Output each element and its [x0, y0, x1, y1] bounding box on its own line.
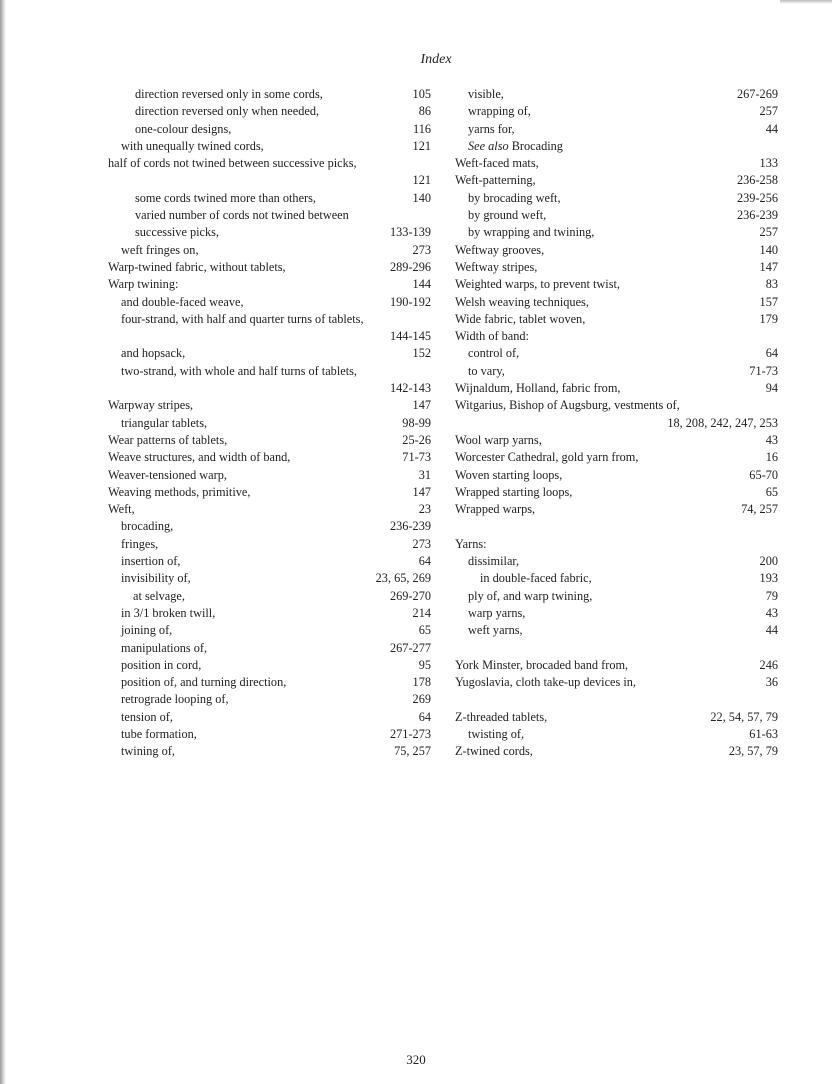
index-term: one-colour designs, — [135, 121, 232, 136]
index-term: Weft, — [108, 502, 135, 517]
index-pages: 152 — [412, 346, 431, 361]
index-entry — [455, 432, 778, 449]
index-entry — [108, 449, 431, 466]
index-term: Weaver-tensioned warp, — [108, 467, 227, 482]
index-pages: 257 — [759, 104, 778, 119]
index-entry — [455, 345, 778, 362]
index-entry — [455, 570, 778, 587]
index-entry — [455, 484, 778, 501]
index-entry — [455, 207, 778, 224]
index-term: Warp twining: — [108, 277, 179, 292]
index-term: four-strand, with half and quarter turns of tablets, — [121, 311, 364, 326]
index-entry — [455, 172, 778, 189]
index-term: control of, — [468, 346, 520, 361]
index-pages: 273 — [412, 242, 431, 257]
index-entry — [108, 484, 431, 501]
index-entry — [455, 190, 778, 207]
index-pages: 65 — [418, 623, 431, 638]
index-pages: 140 — [412, 190, 431, 205]
index-entry — [108, 709, 431, 726]
index-term: Weft-patterning, — [455, 173, 536, 188]
index-term: Wijnaldum, Holland, fabric from, — [455, 381, 621, 396]
index-pages: 64 — [765, 346, 778, 361]
index-term: Warp-twined fabric, without tablets, — [108, 259, 286, 274]
index-pages: 179 — [759, 311, 778, 326]
index-pages: 142-143 — [390, 381, 431, 396]
index-entry — [455, 743, 778, 760]
index-entry — [455, 294, 778, 311]
index-entry — [108, 380, 431, 397]
index-pages: 98-99 — [402, 415, 431, 430]
index-term: Worcester Cathedral, gold yarn from, — [455, 450, 639, 465]
index-entry — [108, 622, 431, 639]
index-entry — [108, 743, 431, 760]
index-term: Wide fabric, tablet woven, — [455, 311, 586, 326]
index-entry — [455, 363, 778, 380]
index-pages: 190-192 — [390, 294, 431, 309]
index-spacer — [455, 518, 778, 535]
index-pages: 23 — [418, 502, 431, 517]
index-entry — [455, 103, 778, 120]
index-pages: 257 — [759, 225, 778, 240]
index-entry — [108, 605, 431, 622]
index-pages: 121 — [412, 138, 431, 153]
index-entry — [455, 657, 778, 674]
index-term: Wear patterns of tablets, — [108, 432, 228, 447]
index-term: Warpway stripes, — [108, 398, 194, 413]
index-term: Weft-faced mats, — [455, 156, 539, 171]
index-entry — [108, 259, 431, 276]
index-pages: 267-269 — [737, 87, 778, 101]
index-entry — [108, 155, 431, 172]
index-entry — [455, 155, 778, 172]
scan-corner-shadow — [780, 0, 832, 4]
index-pages: 16 — [765, 450, 778, 465]
index-pages: 71-73 — [749, 363, 778, 378]
index-pages: 64 — [418, 709, 431, 724]
index-entry — [455, 536, 778, 553]
index-entry — [455, 328, 778, 345]
index-term: successive picks, — [135, 225, 220, 240]
index-term: two-strand, with whole and half turns of tablets, — [121, 363, 357, 378]
page-number: 320 — [406, 1052, 426, 1067]
index-pages: 239-256 — [737, 190, 778, 205]
index-term: fringes, — [121, 536, 159, 551]
index-entry — [108, 588, 431, 605]
index-entry — [108, 536, 431, 553]
index-pages: 95 — [418, 657, 431, 672]
index-term: Width of band: — [455, 329, 529, 344]
index-column-left — [108, 86, 431, 761]
index-entry — [108, 363, 431, 380]
index-entry — [108, 691, 431, 708]
index-entry — [108, 397, 431, 414]
index-pages: 236-258 — [737, 173, 778, 188]
index-pages: 43 — [765, 605, 778, 620]
index-entry — [108, 726, 431, 743]
index-term: varied number of cords not twined between — [135, 208, 349, 223]
index-entry — [455, 380, 778, 397]
index-pages: 140 — [759, 242, 778, 257]
index-pages: 269-270 — [390, 588, 431, 603]
index-entry — [108, 501, 431, 518]
index-pages: 236-239 — [390, 519, 431, 534]
index-entry — [455, 726, 778, 743]
index-entry — [108, 294, 431, 311]
index-entry — [108, 570, 431, 587]
index-pages: 147 — [412, 398, 431, 413]
index-term: position in cord, — [121, 657, 202, 672]
index-entry — [108, 328, 431, 345]
index-pages: 178 — [412, 675, 431, 690]
index-pages: 44 — [765, 623, 778, 638]
index-entry — [455, 242, 778, 259]
index-entry — [455, 259, 778, 276]
index-pages: 18, 208, 242, 247, 253 — [667, 415, 778, 430]
index-term: Z-threaded tablets, — [455, 709, 548, 724]
index-pages: 157 — [759, 294, 778, 309]
index-entry — [455, 588, 778, 605]
index-pages: 74, 257 — [741, 502, 778, 517]
index-pages: 79 — [765, 588, 778, 603]
index-term: by wrapping and twining, — [468, 225, 595, 240]
index-term: yarns for, — [468, 121, 515, 136]
index-pages: 83 — [765, 277, 778, 292]
index-term: ply of, and warp twining, — [468, 588, 593, 603]
index-pages: 44 — [765, 121, 778, 136]
index-entry — [108, 121, 431, 138]
index-entry — [108, 674, 431, 691]
index-entry — [108, 467, 431, 484]
index-term: triangular tablets, — [121, 415, 208, 430]
index-term: brocading, — [121, 519, 174, 534]
index-entry — [455, 709, 778, 726]
index-term: Weave structures, and width of band, — [108, 450, 291, 465]
index-term: visible, — [468, 87, 504, 101]
index-entry — [455, 501, 778, 518]
index-entry — [108, 657, 431, 674]
index-pages: 133-139 — [390, 225, 431, 240]
index-pages: 71-73 — [402, 450, 431, 465]
index-term: Yarns: — [455, 536, 487, 551]
index-entry — [455, 449, 778, 466]
index-pages: 193 — [759, 571, 778, 586]
index-term: direction reversed only in some cords, — [135, 87, 323, 101]
index-entry — [455, 622, 778, 639]
page-header: Index — [420, 52, 452, 67]
index-pages: 65-70 — [749, 467, 778, 482]
index-term: in 3/1 broken twill, — [121, 605, 216, 620]
index-entry — [108, 138, 431, 155]
index-term: insertion of, — [121, 554, 181, 569]
index-term: manipulations of, — [121, 640, 208, 655]
index-entry — [455, 224, 778, 241]
index-term: Weighted warps, to prevent twist, — [455, 277, 620, 292]
index-pages: 267-277 — [390, 640, 431, 655]
index-pages: 43 — [765, 432, 778, 447]
index-term: by ground weft, — [468, 208, 547, 223]
index-term: Woven starting loops, — [455, 467, 563, 482]
index-term: invisibility of, — [121, 571, 191, 586]
index-pages: 271-273 — [390, 726, 431, 741]
index-pages: 121 — [412, 173, 431, 188]
index-term: Weftway grooves, — [455, 242, 545, 257]
scan-edge-shadow — [0, 0, 6, 1084]
index-entry — [108, 345, 431, 362]
index-entry — [108, 311, 431, 328]
index-term: wrapping of, — [468, 104, 531, 119]
index-term: tension of, — [121, 709, 173, 724]
index-term: twining of, — [121, 744, 175, 759]
index-term: weft fringes on, — [121, 242, 199, 257]
index-entry — [108, 518, 431, 535]
index-pages: 214 — [412, 605, 431, 620]
index-entry — [455, 415, 778, 432]
index-pages: 64 — [418, 554, 431, 569]
index-term: warp yarns, — [468, 605, 526, 620]
index-term: with unequally twined cords, — [121, 138, 264, 153]
index-term: by brocading weft, — [468, 190, 561, 205]
index-pages: 147 — [412, 484, 431, 499]
index-term: twisting of, — [468, 726, 525, 741]
index-term: to vary, — [468, 363, 505, 378]
index-entry — [108, 242, 431, 259]
index-pages: 246 — [759, 657, 778, 672]
index-column-right — [455, 86, 778, 761]
index-term: Wool warp yarns, — [455, 432, 542, 447]
index-term: half of cords not twined between successive picks, — [108, 156, 357, 171]
index-term: weft yarns, — [468, 623, 523, 638]
index-pages: 269 — [412, 692, 431, 707]
index-pages: 273 — [412, 536, 431, 551]
see-also-label: See also — [468, 138, 509, 153]
index-spacer — [455, 691, 778, 708]
index-term: dissimilar, — [468, 554, 520, 569]
index-pages: 105 — [412, 87, 431, 101]
index-term: retrograde looping of, — [121, 692, 229, 707]
index-entry — [108, 103, 431, 120]
index-pages: 236-239 — [737, 208, 778, 223]
index-term: and hopsack, — [121, 346, 186, 361]
index-entry — [455, 605, 778, 622]
index-term: in double-faced fabric, — [480, 571, 592, 586]
index-term: joining of, — [121, 623, 173, 638]
index-term: Weftway stripes, — [455, 259, 538, 274]
index-entry — [108, 86, 431, 103]
index-term: York Minster, brocaded band from, — [455, 657, 629, 672]
index-entry — [108, 224, 431, 241]
index-term: at selvage, — [133, 588, 185, 603]
index-pages: 36 — [765, 675, 778, 690]
index-entry — [108, 553, 431, 570]
index-pages: 23, 65, 269 — [375, 571, 431, 586]
index-spacer — [455, 640, 778, 657]
index-pages: 144 — [412, 277, 431, 292]
index-pages: 23, 57, 79 — [728, 744, 778, 759]
index-entry — [108, 190, 431, 207]
index-entry — [108, 640, 431, 657]
see-also-target: Brocading — [508, 138, 563, 153]
index-pages: 65 — [765, 484, 778, 499]
index-pages: 147 — [759, 259, 778, 274]
index-entry — [455, 86, 778, 103]
index-term: Welsh weaving techniques, — [455, 294, 589, 309]
index-pages: 86 — [418, 104, 431, 119]
index-term: Witgarius, Bishop of Augsburg, vestments of, — [455, 398, 680, 413]
index-pages: 25-26 — [402, 432, 431, 447]
index-term: Wrapped starting loops, — [455, 484, 573, 499]
index-entry — [108, 172, 431, 189]
index-term: Yugoslavia, cloth take-up devices in, — [455, 675, 636, 690]
index-entry — [108, 207, 431, 224]
index-entry — [108, 415, 431, 432]
index-entry — [108, 432, 431, 449]
index-entry — [455, 397, 778, 414]
index-pages: 75, 257 — [394, 744, 431, 759]
index-entry — [455, 138, 778, 155]
index-term: position of, and turning direction, — [121, 675, 287, 690]
index-entry — [455, 311, 778, 328]
index-term: Weaving methods, primitive, — [108, 484, 251, 499]
index-pages: 133 — [759, 156, 778, 171]
index-pages: 94 — [765, 381, 778, 396]
index-term: Z-twined cords, — [455, 744, 533, 759]
index-pages: 144-145 — [390, 329, 431, 344]
index-pages: 200 — [759, 554, 778, 569]
index-entry — [455, 121, 778, 138]
index-entry — [455, 553, 778, 570]
index-pages: 22, 54, 57, 79 — [710, 709, 778, 724]
index-entry — [455, 674, 778, 691]
index-term: and double-faced weave, — [121, 294, 244, 309]
index-pages: 31 — [418, 467, 431, 482]
index-entry — [455, 276, 778, 293]
index-pages: 61-63 — [749, 726, 778, 741]
index-entry — [455, 467, 778, 484]
index-pages: 289-296 — [390, 259, 431, 274]
index-term: tube formation, — [121, 726, 197, 741]
index-term — [468, 138, 563, 155]
index-term: some cords twined more than others, — [135, 190, 316, 205]
index-term: direction reversed only when needed, — [135, 104, 320, 119]
index-pages: 116 — [413, 121, 431, 136]
index-term: Wrapped warps, — [455, 502, 536, 517]
index-entry — [108, 276, 431, 293]
